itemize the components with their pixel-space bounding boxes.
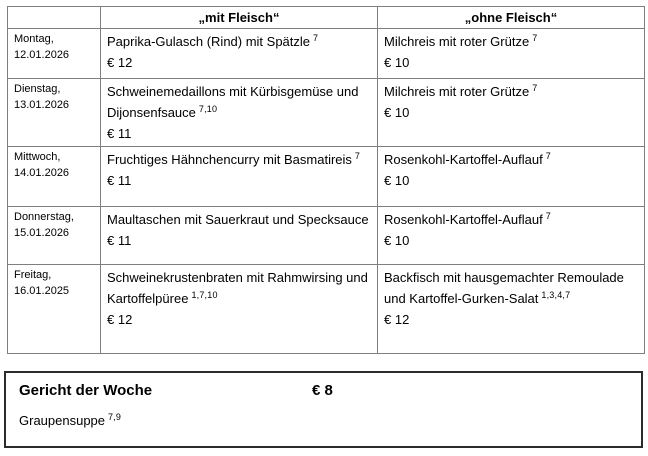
day-label: Mittwoch, bbox=[14, 151, 61, 163]
dish-text: Schweinekrustenbraten mit Rahmwirsing und Kartoffelpüree bbox=[107, 270, 368, 306]
dish-text: Paprika-Gulasch (Rind) mit Spätzle bbox=[107, 34, 311, 49]
meat-dish-cell bbox=[101, 265, 378, 354]
allergen-superscript: 7 bbox=[532, 33, 538, 43]
weekly-dish-title: Gericht der Woche bbox=[19, 382, 153, 399]
day-cell bbox=[8, 29, 101, 79]
day-cell bbox=[8, 147, 101, 207]
allergen-superscript: 7 bbox=[545, 151, 551, 161]
allergen-superscript: 7,9 bbox=[108, 412, 122, 422]
dish-text: Milchreis mit roter Grütze bbox=[384, 34, 530, 49]
dish-price: € 10 bbox=[384, 105, 410, 120]
dish-price: € 10 bbox=[384, 173, 410, 188]
dish-price: € 10 bbox=[384, 233, 410, 248]
allergen-superscript: 7,10 bbox=[198, 104, 218, 114]
weekly-menu-table bbox=[7, 6, 645, 354]
dish-price: € 12 bbox=[384, 312, 410, 327]
table-row-tuesday bbox=[8, 79, 645, 147]
allergen-superscript: 7 bbox=[532, 83, 538, 93]
meat-dish-cell bbox=[101, 147, 378, 207]
meat-dish-cell bbox=[101, 79, 378, 147]
table-row-friday bbox=[8, 265, 645, 354]
day-label: Donnerstag, bbox=[14, 211, 74, 223]
dish-text: Rosenkohl-Kartoffel-Auflauf bbox=[384, 152, 543, 167]
meat-dish-cell bbox=[101, 29, 378, 79]
day-label: Freitag, bbox=[14, 269, 52, 281]
table-row-thursday bbox=[8, 207, 645, 265]
dish-text: Maultaschen mit Sauerkraut und Specksauce bbox=[107, 212, 369, 227]
date-label: 12.01.2026 bbox=[14, 49, 70, 61]
weekly-dish-price: € 8 bbox=[312, 382, 333, 399]
day-cell bbox=[8, 265, 101, 354]
weekly-dish-box bbox=[4, 371, 643, 448]
veg-dish-cell bbox=[378, 265, 645, 354]
allergen-superscript: 1,3,4,7 bbox=[541, 290, 571, 300]
dish-price: € 11 bbox=[107, 126, 132, 141]
dish-text: Graupensuppe bbox=[19, 413, 106, 428]
meat-dish-cell bbox=[101, 207, 378, 265]
date-label: 13.01.2026 bbox=[14, 99, 70, 111]
dish-text: Schweinemedaillons mit Kürbisgemüse und Dijonsenfsauce bbox=[107, 84, 359, 120]
header-cell-veg: „ohne Fleisch“ bbox=[378, 7, 645, 29]
dish-text: Milchreis mit roter Grütze bbox=[384, 84, 530, 99]
veg-dish-cell bbox=[378, 79, 645, 147]
veg-dish-cell bbox=[378, 147, 645, 207]
day-label: Montag, bbox=[14, 33, 54, 45]
table-row-monday bbox=[8, 29, 645, 79]
veg-dish-cell bbox=[378, 29, 645, 79]
date-label: 14.01.2026 bbox=[14, 167, 70, 179]
table-row-wednesday bbox=[8, 147, 645, 207]
date-label: 16.01.2025 bbox=[14, 285, 70, 297]
dish-text: Rosenkohl-Kartoffel-Auflauf bbox=[384, 212, 543, 227]
allergen-superscript: 7 bbox=[313, 33, 319, 43]
dish-text: Fruchtiges Hähnchencurry mit Basmatireis bbox=[107, 152, 352, 167]
allergen-superscript: 7 bbox=[354, 151, 361, 161]
table-header-row bbox=[8, 7, 645, 29]
day-cell bbox=[8, 79, 101, 147]
weekly-dish-name bbox=[19, 413, 641, 429]
header-cell-empty bbox=[8, 7, 101, 29]
dish-price: € 10 bbox=[384, 55, 410, 70]
allergen-superscript: 1,7,10 bbox=[191, 290, 218, 300]
dish-price: € 12 bbox=[107, 312, 133, 327]
day-cell bbox=[8, 207, 101, 265]
dish-price: € 11 bbox=[107, 233, 132, 248]
day-label: Dienstag, bbox=[14, 83, 61, 95]
dish-text: Backfisch mit hausgemachter Remoulade und Kartoffel-Gurken-Salat bbox=[384, 270, 624, 306]
dish-price: € 11 bbox=[107, 173, 132, 188]
veg-dish-cell bbox=[378, 207, 645, 265]
dish-price: € 12 bbox=[107, 55, 133, 70]
header-cell-meat: „mit Fleisch“ bbox=[101, 7, 378, 29]
weekly-dish-title-row bbox=[19, 382, 641, 400]
date-label: 15.01.2026 bbox=[14, 227, 70, 239]
allergen-superscript: 7 bbox=[545, 211, 551, 221]
